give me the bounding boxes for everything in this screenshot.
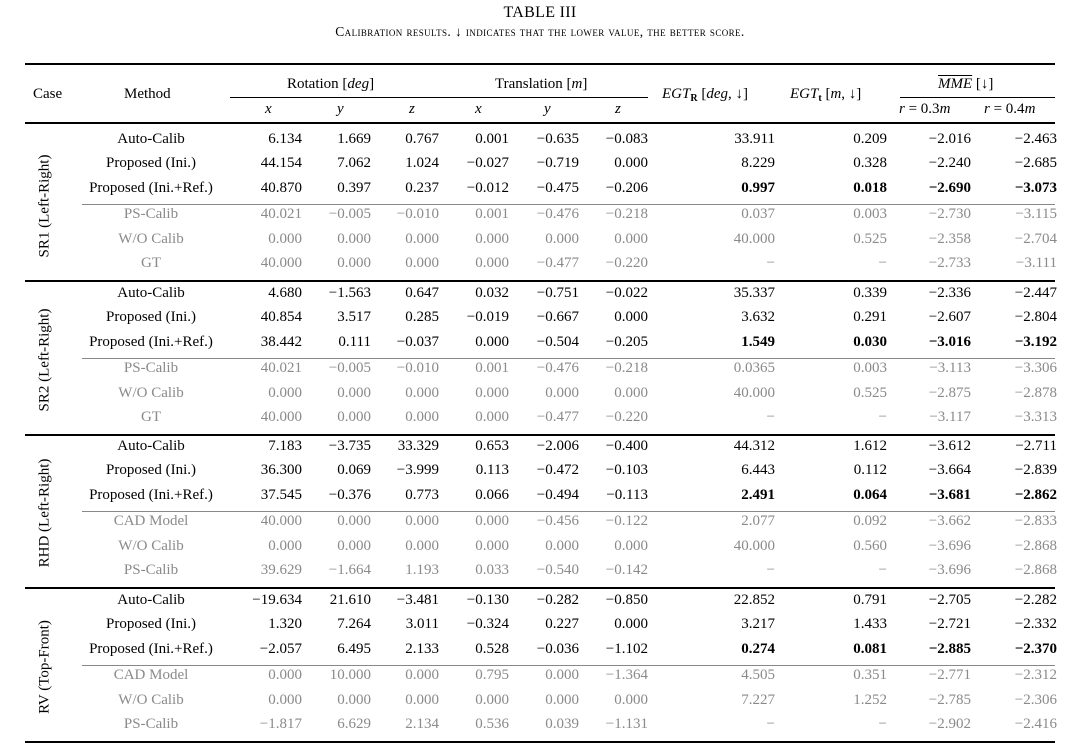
value-cell: −0.540 [536, 562, 579, 578]
header-sub-z-5: z [615, 101, 621, 117]
header-sub-z-2: z [409, 101, 415, 117]
value-cell: −0.477 [536, 255, 579, 271]
value-cell: 44.154 [260, 155, 302, 172]
value-cell: 0.000 [268, 230, 302, 247]
value-cell: 0.000 [337, 537, 371, 554]
group-inner-separator [82, 511, 1055, 512]
value-cell: −0.010 [396, 206, 439, 223]
value-cell: 0.111 [338, 333, 371, 350]
value-cell: −2.875 [928, 384, 971, 401]
value-cell: −3.681 [928, 486, 971, 503]
value-cell: − [878, 409, 887, 425]
case-label: SR2 (Left-Right) [36, 308, 53, 412]
value-cell: 0.653 [475, 438, 509, 454]
value-cell: −0.037 [396, 333, 439, 350]
value-cell: −0.083 [605, 131, 648, 147]
value-cell: 0.000 [475, 409, 509, 425]
method-name: Proposed (Ini.+Ref.) [89, 640, 213, 657]
value-cell: 0.000 [337, 384, 371, 401]
value-cell: 0.328 [853, 155, 887, 172]
value-cell: −3.481 [396, 592, 439, 608]
value-cell: 0.795 [475, 667, 509, 684]
value-cell: −0.476 [536, 360, 579, 377]
value-cell: 40.000 [260, 255, 302, 271]
value-cell: 0.0365 [733, 360, 775, 377]
value-cell: 0.000 [614, 155, 648, 172]
value-cell: 0.000 [614, 616, 648, 633]
value-cell: 0.000 [268, 691, 302, 708]
value-cell: 40.870 [260, 179, 302, 196]
value-cell: −3.664 [928, 462, 971, 479]
value-cell: 0.274 [741, 640, 775, 657]
value-cell: 36.300 [260, 462, 302, 479]
value-cell: 0.112 [853, 462, 887, 479]
value-cell: −2.711 [1015, 438, 1057, 454]
value-cell: −2.878 [1014, 384, 1057, 401]
value-cell: 1.433 [853, 616, 887, 633]
method-name: Auto-Calib [117, 285, 185, 301]
method-name: PS-Calib [123, 716, 179, 732]
value-cell: −2.685 [1014, 155, 1057, 172]
table-top-rule [25, 63, 1055, 65]
value-cell: − [766, 409, 775, 425]
method-name: Proposed (Ini.) [106, 155, 196, 172]
value-cell: 0.000 [405, 691, 439, 708]
value-cell: 7.264 [337, 616, 371, 633]
method-name: Auto-Calib [117, 438, 185, 454]
value-cell: 10.000 [329, 667, 371, 684]
value-cell: 4.680 [268, 285, 302, 301]
value-cell: −3.111 [1015, 255, 1057, 271]
value-cell: 0.000 [545, 384, 579, 401]
value-cell: −0.719 [536, 155, 579, 172]
value-cell: 0.000 [405, 384, 439, 401]
value-cell: − [878, 716, 887, 732]
value-cell: 0.997 [741, 179, 775, 196]
value-cell: 40.000 [733, 230, 775, 247]
method-name: CAD Model [113, 667, 189, 684]
value-cell: 0.018 [853, 179, 887, 196]
value-cell: 1.549 [741, 333, 775, 350]
value-cell: −3.612 [928, 438, 971, 454]
value-cell: −0.022 [605, 285, 648, 301]
value-cell: −2.057 [259, 640, 302, 657]
header-egt-t: $EGT_t$ [m, ↓] [790, 86, 862, 104]
case-label: SR1 (Left-Right) [36, 154, 53, 258]
value-cell: −0.667 [536, 309, 579, 326]
value-cell: 6.443 [741, 462, 775, 479]
value-cell: 0.000 [337, 230, 371, 247]
value-cell: 0.528 [475, 640, 509, 657]
value-cell: 0.003 [853, 360, 887, 377]
method-name: PS-Calib [123, 562, 179, 578]
value-cell: −0.477 [536, 409, 579, 425]
value-cell: −3.117 [929, 409, 971, 425]
value-cell: 21.610 [329, 592, 371, 608]
value-cell: 0.000 [405, 513, 439, 530]
table-bottom-rule [25, 741, 1055, 743]
value-cell: −2.016 [928, 131, 971, 147]
value-cell: −0.494 [536, 486, 579, 503]
header-sub-x-3: x [475, 101, 482, 117]
value-cell: −0.850 [605, 592, 648, 608]
value-cell: −2.868 [1014, 562, 1057, 578]
value-cell: −3.192 [1014, 333, 1057, 350]
header-sub-rule-mme [900, 97, 1055, 98]
method-name: PS-Calib [123, 206, 179, 223]
value-cell: −2.607 [928, 309, 971, 326]
value-cell: 0.000 [545, 667, 579, 684]
value-cell: 0.003 [853, 206, 887, 223]
value-cell: −3.696 [928, 562, 971, 578]
header-egt-r: $EGT_R$ [deg, ↓] [662, 86, 748, 104]
value-cell: −2.721 [928, 616, 971, 633]
value-cell: −0.476 [536, 206, 579, 223]
value-cell: −2.006 [536, 438, 579, 454]
value-cell: 0.000 [475, 691, 509, 708]
value-cell: −0.472 [536, 462, 579, 479]
value-cell: 0.000 [545, 691, 579, 708]
value-cell: −0.220 [605, 255, 648, 271]
value-cell: −2.839 [1014, 462, 1057, 479]
header-sub-y-4: y [544, 101, 551, 117]
value-cell: −0.400 [605, 438, 648, 454]
value-cell: −2.358 [928, 230, 971, 247]
value-cell: 0.000 [545, 230, 579, 247]
value-cell: 0.560 [853, 537, 887, 554]
method-name: Proposed (Ini.) [106, 616, 196, 633]
value-cell: 2.491 [741, 486, 775, 503]
value-cell: 8.229 [741, 155, 775, 172]
value-cell: 0.000 [475, 230, 509, 247]
header-bottom-rule [25, 122, 1055, 124]
value-cell: −2.370 [1014, 640, 1057, 657]
value-cell: 1.320 [268, 616, 302, 633]
value-cell: 0.291 [853, 309, 887, 326]
value-cell: −0.005 [328, 360, 371, 377]
method-name: Proposed (Ini.+Ref.) [89, 179, 213, 196]
value-cell: 0.000 [614, 384, 648, 401]
value-cell: 0.000 [614, 309, 648, 326]
value-cell: 1.612 [853, 438, 887, 454]
value-cell: −2.804 [1014, 309, 1057, 326]
value-cell: −0.218 [605, 360, 648, 377]
value-cell: 0.397 [337, 179, 371, 196]
value-cell: 0.000 [405, 409, 439, 425]
value-cell: −2.730 [928, 206, 971, 223]
value-cell: 0.032 [475, 285, 509, 301]
value-cell: 40.000 [260, 409, 302, 425]
value-cell: 0.647 [405, 285, 439, 301]
value-cell: 0.001 [475, 131, 509, 147]
value-cell: 0.000 [475, 255, 509, 271]
value-cell: 0.773 [405, 486, 439, 503]
value-cell: −2.771 [928, 667, 971, 684]
value-cell: 0.033 [475, 562, 509, 578]
value-cell: 6.495 [337, 640, 371, 657]
value-cell: 37.545 [260, 486, 302, 503]
value-cell: −2.463 [1014, 131, 1057, 147]
value-cell: 3.517 [337, 309, 371, 326]
method-name: PS-Calib [123, 360, 179, 377]
value-cell: −2.332 [1014, 616, 1057, 633]
value-cell: 0.037 [741, 206, 775, 223]
value-cell: −2.868 [1014, 537, 1057, 554]
value-cell: 0.000 [405, 537, 439, 554]
value-cell: 44.312 [733, 438, 775, 454]
group-separator-rule [25, 587, 1055, 588]
value-cell: −2.447 [1014, 285, 1057, 301]
value-cell: −0.220 [605, 409, 648, 425]
value-cell: 39.629 [260, 562, 302, 578]
value-cell: −2.416 [1014, 716, 1057, 732]
group-separator-rule [25, 434, 1055, 435]
value-cell: −0.027 [466, 155, 509, 172]
value-cell: −0.751 [536, 285, 579, 301]
value-cell: 0.000 [475, 384, 509, 401]
value-cell: −1.102 [605, 640, 648, 657]
value-cell: 0.092 [853, 513, 887, 530]
value-cell: −0.475 [536, 179, 579, 196]
value-cell: 40.000 [733, 384, 775, 401]
header-sub-x-0: x [265, 101, 272, 117]
value-cell: −1.664 [328, 562, 371, 578]
value-cell: − [878, 255, 887, 271]
value-cell: −0.376 [328, 486, 371, 503]
value-cell: −3.115 [1015, 206, 1057, 223]
value-cell: −0.130 [466, 592, 509, 608]
value-cell: −3.999 [396, 462, 439, 479]
value-cell: 0.001 [475, 360, 509, 377]
value-cell: 0.081 [853, 640, 887, 657]
value-cell: −1.364 [605, 667, 648, 684]
value-cell: 0.000 [614, 537, 648, 554]
value-cell: 0.000 [337, 255, 371, 271]
value-cell: 0.000 [614, 230, 648, 247]
value-cell: 1.252 [853, 691, 887, 708]
value-cell: −0.218 [605, 206, 648, 223]
value-cell: −0.456 [536, 513, 579, 530]
value-cell: −2.306 [1014, 691, 1057, 708]
method-name: Proposed (Ini.+Ref.) [89, 486, 213, 503]
value-cell: 6.629 [337, 716, 371, 732]
header-translation: Translation [m] [495, 76, 588, 92]
value-cell: −2.785 [928, 691, 971, 708]
value-cell: 2.133 [405, 640, 439, 657]
value-cell: 40.021 [260, 206, 302, 223]
value-cell: 40.021 [260, 360, 302, 377]
value-cell: −2.704 [1014, 230, 1057, 247]
value-cell: 7.062 [337, 155, 371, 172]
value-cell: 3.011 [405, 616, 439, 633]
value-cell: −2.312 [1014, 667, 1057, 684]
value-cell: −3.113 [929, 360, 971, 377]
value-cell: 2.077 [741, 513, 775, 530]
method-name: Proposed (Ini.) [106, 309, 196, 326]
value-cell: −0.036 [536, 640, 579, 657]
header-method: Method [124, 86, 171, 102]
value-cell: 0.066 [475, 486, 509, 503]
value-cell: 0.000 [405, 667, 439, 684]
group-inner-separator [82, 665, 1055, 666]
value-cell: −0.103 [605, 462, 648, 479]
value-cell: 0.039 [545, 716, 579, 732]
method-name: GT [141, 255, 161, 271]
value-cell: 1.669 [337, 131, 371, 147]
group-inner-separator [82, 204, 1055, 205]
value-cell: −2.833 [1014, 513, 1057, 530]
value-cell: −0.282 [536, 592, 579, 608]
method-name: GT [141, 409, 161, 425]
value-cell: 0.000 [268, 667, 302, 684]
method-name: Auto-Calib [117, 131, 185, 147]
value-cell: 6.134 [268, 131, 302, 147]
value-cell: −3.696 [928, 537, 971, 554]
value-cell: −0.324 [466, 616, 509, 633]
value-cell: 40.000 [733, 537, 775, 554]
value-cell: 0.000 [337, 513, 371, 530]
value-cell: −0.635 [536, 131, 579, 147]
method-name: Proposed (Ini.) [106, 462, 196, 479]
header-rotation: Rotation [deg] [287, 76, 375, 92]
value-cell: 0.000 [337, 691, 371, 708]
value-cell: − [766, 255, 775, 271]
header-mme: $\overline{MME}$ [↓] [938, 76, 994, 92]
value-cell: −0.122 [605, 513, 648, 530]
value-cell: 0.030 [853, 333, 887, 350]
value-cell: 33.329 [397, 438, 439, 454]
value-cell: −0.012 [466, 179, 509, 196]
method-name: W/O Calib [118, 537, 184, 554]
method-name: Proposed (Ini.+Ref.) [89, 333, 213, 350]
value-cell: −19.634 [252, 592, 302, 608]
value-cell: −2.885 [928, 640, 971, 657]
value-cell: 0.064 [853, 486, 887, 503]
value-cell: −0.206 [605, 179, 648, 196]
value-cell: 40.000 [260, 513, 302, 530]
value-cell: −3.306 [1014, 360, 1057, 377]
value-cell: 0.000 [405, 230, 439, 247]
value-cell: −2.705 [928, 592, 971, 608]
value-cell: 40.854 [260, 309, 302, 326]
value-cell: −2.240 [928, 155, 971, 172]
method-name: W/O Calib [118, 384, 184, 401]
value-cell: −0.005 [328, 206, 371, 223]
value-cell: −3.735 [328, 438, 371, 454]
value-cell: −2.862 [1014, 486, 1057, 503]
value-cell: −2.336 [928, 285, 971, 301]
method-name: CAD Model [113, 513, 189, 530]
value-cell: 7.183 [268, 438, 302, 454]
group-inner-separator [82, 358, 1055, 359]
method-name: Auto-Calib [117, 592, 185, 608]
value-cell: −3.016 [928, 333, 971, 350]
value-cell: 22.852 [733, 592, 775, 608]
value-cell: 0.536 [475, 716, 509, 732]
value-cell: 0.525 [853, 384, 887, 401]
group-separator-rule [25, 280, 1055, 281]
value-cell: 0.000 [545, 537, 579, 554]
value-cell: 0.000 [475, 537, 509, 554]
method-name: W/O Calib [118, 230, 184, 247]
value-cell: 0.001 [475, 206, 509, 223]
value-cell: −0.010 [396, 360, 439, 377]
value-cell: 38.442 [260, 333, 302, 350]
value-cell: −0.142 [605, 562, 648, 578]
value-cell: −0.205 [605, 333, 648, 350]
header-sub-rule-rot-trans [230, 97, 648, 98]
value-cell: 33.911 [734, 131, 775, 147]
value-cell: 0.113 [475, 462, 509, 479]
value-cell: 3.632 [741, 309, 775, 326]
value-cell: 0.227 [545, 616, 579, 633]
header-case: Case [33, 86, 63, 102]
value-cell: 1.193 [405, 562, 439, 578]
value-cell: 1.024 [405, 155, 439, 172]
value-cell: 0.000 [268, 537, 302, 554]
value-cell: 7.227 [741, 691, 775, 708]
value-cell: −1.131 [605, 716, 648, 732]
table-caption-text: Calibration results. ↓ indicates that the lower value, the better score. [335, 24, 745, 39]
value-cell: 0.000 [475, 333, 509, 350]
value-cell: 0.000 [475, 513, 509, 530]
value-cell: −2.282 [1014, 592, 1057, 608]
value-cell: 0.000 [405, 255, 439, 271]
method-name: W/O Calib [118, 691, 184, 708]
value-cell: 0.000 [337, 409, 371, 425]
value-cell: 2.134 [405, 716, 439, 732]
value-cell: −2.690 [928, 179, 971, 196]
value-cell: 0.069 [337, 462, 371, 479]
value-cell: 0.339 [853, 285, 887, 301]
value-cell: 0.351 [853, 667, 887, 684]
header-r-0.4: r = 0.4m [984, 101, 1036, 117]
case-label: RV (Top-Front) [36, 620, 53, 715]
value-cell: 0.791 [853, 592, 887, 608]
value-cell: 0.285 [405, 309, 439, 326]
value-cell: 0.525 [853, 230, 887, 247]
value-cell: 0.000 [614, 691, 648, 708]
header-r-0.3: r = 0.3m [899, 101, 951, 117]
value-cell: 35.337 [733, 285, 775, 301]
value-cell: −0.019 [466, 309, 509, 326]
value-cell: −1.817 [259, 716, 302, 732]
value-cell: −3.662 [928, 513, 971, 530]
value-cell: −2.902 [928, 716, 971, 732]
value-cell: −3.313 [1014, 409, 1057, 425]
value-cell: − [766, 716, 775, 732]
value-cell: 4.505 [741, 667, 775, 684]
table-caption-number: TABLE III [503, 4, 577, 21]
value-cell: −1.563 [328, 285, 371, 301]
value-cell: − [878, 562, 887, 578]
value-cell: −2.733 [928, 255, 971, 271]
value-cell: − [766, 562, 775, 578]
value-cell: 0.237 [405, 179, 439, 196]
value-cell: 0.767 [405, 131, 439, 147]
value-cell: 0.209 [853, 131, 887, 147]
value-cell: −3.073 [1014, 179, 1057, 196]
value-cell: 0.000 [268, 384, 302, 401]
value-cell: 3.217 [741, 616, 775, 633]
case-label: RHD (Left-Right) [36, 458, 53, 568]
header-sub-y-1: y [337, 101, 344, 117]
value-cell: −0.113 [606, 486, 648, 503]
value-cell: −0.504 [536, 333, 579, 350]
